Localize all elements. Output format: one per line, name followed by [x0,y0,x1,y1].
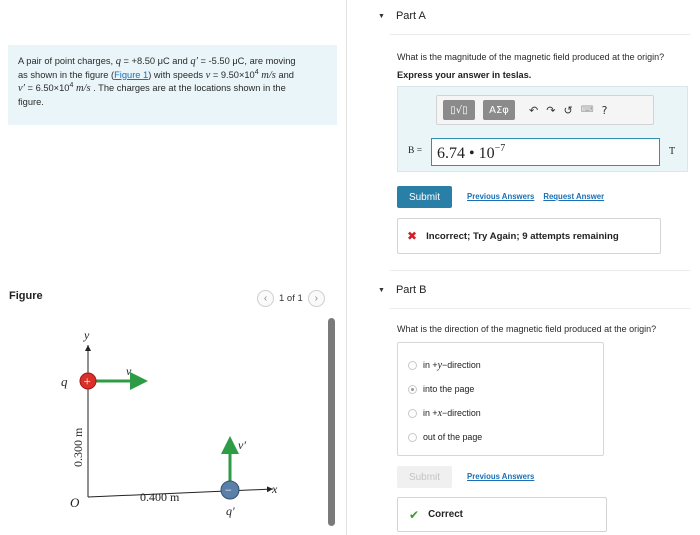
option-label: into the page [423,384,475,394]
reset-icon[interactable]: ↺ [563,103,573,117]
answer-links [467,192,604,201]
option-out-of-page[interactable] [408,432,482,442]
problem-statement [8,45,337,125]
previous-answers-link[interactable]: Previous Answers [467,472,535,481]
problem-text: and [169,56,191,66]
speed-v-exponent: 4 [254,68,259,76]
problem-text: and [275,69,294,80]
collapse-triangle-icon: ▼ [378,12,385,20]
speed-vprime-symbol: v′ [18,83,25,95]
figure-scrollbar[interactable] [328,318,335,526]
charge-q-value: = +8.50 [120,56,158,66]
radio-button[interactable] [408,361,417,370]
part-b-question: What is the direction of the magnetic field produced at the origin? [397,324,657,334]
check-icon: ✔ [409,507,420,522]
speed-v-symbol: v [205,69,211,81]
help-icon[interactable]: ? [601,103,608,117]
pager-text: 1 of 1 [279,293,303,304]
charge-qprime-label: q′ [226,504,235,518]
answer-exponent: −7 [494,143,506,154]
prev-figure-button[interactable]: ‹ [257,290,274,307]
problem-text: , are moving [244,56,296,66]
radio-button[interactable] [408,433,417,442]
charge-qprime-sign: − [225,483,232,497]
origin-label: O [70,495,80,510]
unit-text: m/s [258,69,276,81]
submit-button-disabled: Submit [397,466,452,488]
direction-options [397,342,604,456]
radio-button[interactable] [408,409,417,418]
column-divider [346,0,347,535]
next-figure-button[interactable]: › [308,290,325,307]
option-label: in +y−direction [423,360,481,371]
x-axis-line [88,489,273,497]
figure-link[interactable]: Figure 1 [114,69,149,80]
problem-text: ) with speeds [148,69,206,80]
option-label: out of the page [423,432,483,442]
greek-symbols-button[interactable]: ΑΣφ [483,100,515,120]
horizontal-distance-label: 0.400 m [140,490,180,504]
templates-button[interactable]: ▯√▯ [443,100,475,120]
collapse-triangle-icon: ▼ [378,286,385,294]
part-a-instruction: Express your answer in teslas. [397,70,532,80]
vertical-distance-label: 0.300 m [71,427,85,467]
divider [390,308,690,309]
undo-icon[interactable]: ↶ [529,103,539,117]
answer-value: 6.74 • 10 [437,145,495,162]
answer-links [467,472,534,481]
option-plus-y[interactable] [408,360,481,371]
charge-qprime-symbol: q′ [190,56,198,67]
unit-text: μC [157,56,170,66]
incorrect-feedback [397,218,661,254]
b-variable-label: B = [408,146,423,156]
math-toolbar [436,95,654,125]
x-axis-label: x [272,482,278,496]
divider [390,34,690,35]
speed-vprime-value: = 6.50×10 [24,83,70,94]
charge-q-symbol: q [115,56,121,67]
previous-answers-link[interactable]: Previous Answers [467,192,535,201]
y-axis-label: y [84,328,90,342]
charge-q-sign: + [83,373,91,389]
velocity-v-label: v [126,364,132,378]
unit-text: μC [232,56,245,66]
charge-qprime-value: = -5.50 [197,56,233,66]
figure-pager [257,290,325,307]
option-into-page[interactable] [408,384,474,394]
incorrect-icon: ✖ [407,229,418,243]
charge-q-label: q [61,374,68,389]
option-plus-x[interactable] [408,408,481,419]
radio-button-selected[interactable] [408,385,417,394]
speed-v-value: = 9.50×10 [210,69,255,80]
problem-text: A pair of point charges, [18,56,114,66]
unit-label: T [669,146,676,157]
problem-text: figure. [18,96,44,107]
charges-figure [40,325,330,525]
feedback-text: Incorrect; Try Again; 9 attempts remaining [426,230,619,242]
keyboard-icon[interactable]: ⌨ [580,105,594,115]
option-label: in +x−direction [423,408,481,419]
figure-heading: Figure [9,290,43,302]
part-b-title: Part B [395,284,427,296]
feedback-text: Correct [428,509,463,520]
part-a-question: What is the magnitude of the magnetic field produced at the origin? [397,52,665,62]
part-b-header[interactable] [378,284,427,296]
answer-input[interactable] [431,138,660,166]
answer-panel [397,86,688,172]
problem-text: as shown in the figure ( [18,69,115,80]
problem-text: . The charges are at the locations shown in the [90,83,286,94]
speed-vprime-exponent: 4 [69,82,74,90]
request-answer-link[interactable]: Request Answer [543,192,605,201]
divider [390,270,690,271]
part-a-header[interactable] [378,10,426,22]
correct-feedback [397,497,607,532]
unit-text: m/s [73,83,91,95]
submit-button[interactable]: Submit [397,186,452,208]
velocity-vprime-label: v′ [238,438,246,452]
part-a-title: Part A [395,10,426,22]
redo-icon[interactable]: ↷ [546,103,556,117]
